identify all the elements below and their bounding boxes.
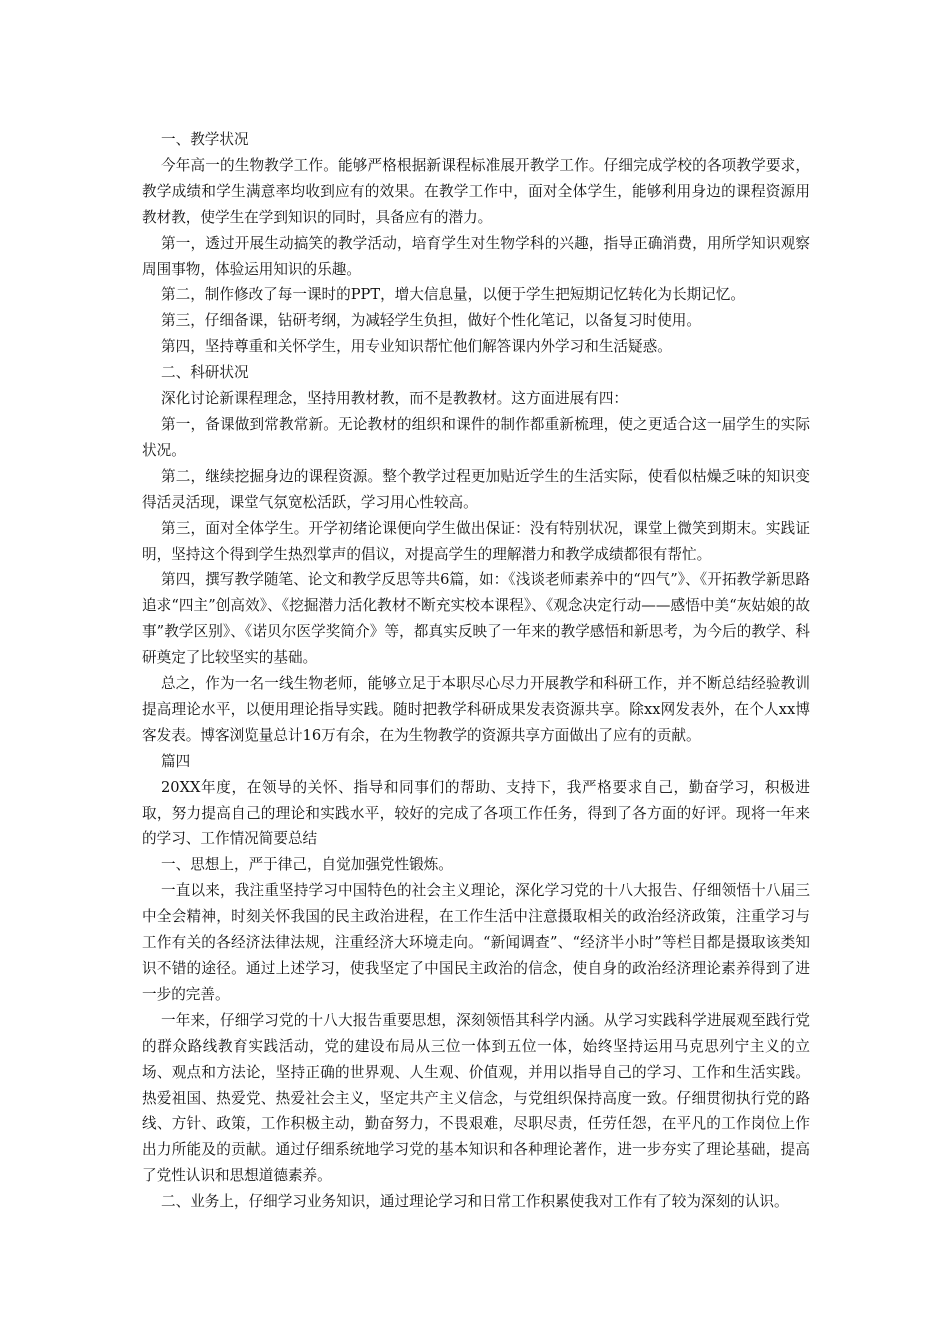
section-heading-part-four: 篇四 (161, 752, 191, 770)
paragraph: 第一，透过开展生动搞笑的教学活动，培育学生对生物学科的兴趣，指导正确消费，用所学知识观察周围事物，体验运用知识的乐趣。 (142, 234, 810, 278)
paragraph: 总之，作为一名一线生物老师，能够立足于本职尽心尽力开展教学和科研工作，并不断总结经验教训提高理论水平，以便用理论指导实践。随时把教学科研成果发表资源共享。除xx网发表外，在个人xx博客发表。博客浏览量总计16万有余，在为生物教学的资源共享方面做出了应有的贡献。 (142, 675, 810, 744)
section-heading-business: 二、业务上，仔细学习业务知识，通过理论学习和日常工作积累使我对工作有了较为深刻的认识。 (161, 1193, 789, 1211)
paragraph: 第二，继续挖掘身边的课程资源。整个教学过程更加贴近学生的生活实际，使看似枯燥乏味的知识变得活灵活现，课堂气氛宽松活跃，学习用心性较高。 (142, 467, 810, 511)
paragraph: 第二，制作修改了每一课时的PPT，增大信息量，以便于学生把短期记忆转化为长期记忆。 (161, 286, 745, 304)
paragraph: 第三，面对全体学生。开学初绪论课便向学生做出保证：没有特别状况，课堂上微笑到期末。实践证明，坚持这个得到学生热烈掌声的倡议，对提高学生的理解潜力和教学成绩都很有帮忙。 (142, 519, 810, 563)
paragraph: 今年高一的生物教学工作。能够严格根据新课程标准展开教学工作。仔细完成学校的各项教学要求，教学成绩和学生满意率均收到应有的效果。在教学工作中，面对全体学生，能够利用身边的课程资源用教材教，使学生在学到知识的同时，具备应有的潜力。 (142, 156, 810, 226)
paragraph: 一年来，仔细学习党的十八大报告重要思想，深刻领悟其科学内涵。从学习实践科学进展观至践行党的群众路线教育实践活动，党的建设布局从三位一体到五位一体，始终坚持运用马克思列宁主义的立场、观点和方法论，坚持正确的世界观、人生观、价值观，并用以指导自己的学习、工作和生活实践。热爱祖国、热爱党、热爱社会主义，坚定共产主义信念，与党组织保持高度一致。仔细贯彻执行党的路线、方针、政策，工作积极主动，勤奋努力，不畏艰难，尽职尽责，任劳任怨，在平凡的工作岗位上作出力所能及的贡献。通过仔细系统地学习党的基本知识和各种理论著作，进一步夯实了理论基础，提高了党性认识和思想道德素养。 (142, 1011, 810, 1185)
section-heading-ideology: 一、思想上，严于律己，自觉加强党性锻炼。 (161, 856, 453, 874)
paragraph: 第三，仔细备课，钻研考纲，为减轻学生负担，做好个性化笔记，以备复习时使用。 (161, 312, 701, 330)
paragraph: 20XX年度，在领导的关怀、指导和同事们的帮助、支持下，我严格要求自己，勤奋学习，积极进取，努力提高自己的理论和实践水平，较好的完成了各项工作任务，得到了各方面的好评。现将一年来的学习、工作情况简要总结 (142, 778, 810, 848)
paragraph: 第一，备课做到常教常新。无论教材的组织和课件的制作都重新梳理，使之更适合这一届学生的实际状况。 (142, 415, 810, 459)
document-body (142, 127, 810, 1215)
section-heading-research: 二、科研状况 (161, 364, 249, 382)
paragraph: 深化讨论新课程理念，坚持用教材教，而不是教教材。这方面进展有四： (161, 390, 629, 408)
section-heading-teaching: 一、教学状况 (161, 131, 249, 148)
paragraph: 一直以来，我注重坚持学习中国特色的社会主义理论，深化学习党的十八大报告、仔细领悟十八届三中全会精神，时刻关怀我国的民主政治进程，在工作生活中注意摄取相关的政治经济政策，注重学习与工作有关的各经济法律法规，注重经济大环境走向。“新闻调查”、“经济半小时”等栏目都是摄取该类知识不错的途径。通过上述学习，使我坚定了中国民主政治的信念，使自身的政治经济理论素养得到了进一步的完善。 (142, 882, 810, 1003)
paragraph: 第四，撰写教学随笔、论文和教学反思等共6篇，如：《浅谈老师素养中的“四气”》、《开拓教学新思路追求“四主”创高效》、《挖掘潜力活化教材不断充实校本课程》、《观念决定行动——感悟中美“灰姑娘的故事”教学区别》、《诺贝尔医学奖简介》等，都真实反映了一年来的教学感悟和新思考，为今后的教学、科研奠定了比较坚实的基础。 (142, 571, 810, 667)
paragraph: 第四，坚持尊重和关怀学生，用专业知识帮忙他们解答课内外学习和生活疑惑。 (161, 338, 672, 356)
